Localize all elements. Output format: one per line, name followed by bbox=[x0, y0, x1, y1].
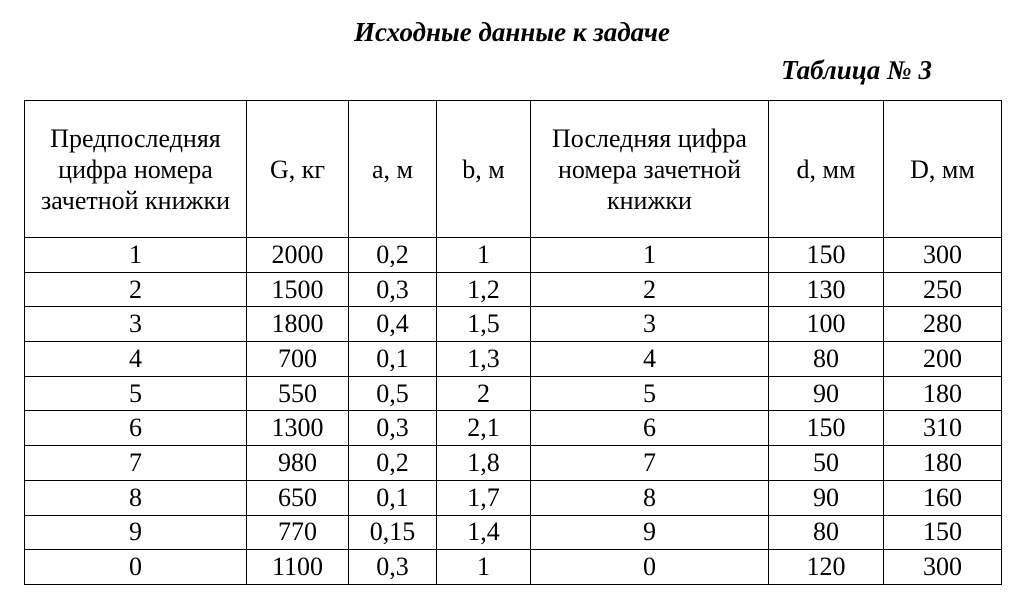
table-cell: 310 bbox=[884, 411, 1002, 446]
table-cell: 150 bbox=[769, 411, 884, 446]
table-cell: 130 bbox=[769, 272, 884, 307]
table-cell: 300 bbox=[884, 238, 1002, 273]
table-cell: 180 bbox=[884, 446, 1002, 481]
header-last-digit: Последняя цифра номера зачетной книжки bbox=[531, 101, 769, 238]
table-cell: 3 bbox=[25, 307, 247, 342]
table-cell: 980 bbox=[247, 446, 349, 481]
header-d-mm: d, мм bbox=[769, 101, 884, 238]
table-cell: 0 bbox=[531, 550, 769, 585]
table-cell: 280 bbox=[884, 307, 1002, 342]
table-cell: 2000 bbox=[247, 238, 349, 273]
table-cell: 90 bbox=[769, 376, 884, 411]
table-row bbox=[25, 342, 1002, 377]
table-cell: 8 bbox=[25, 480, 247, 515]
table-cell: 0,15 bbox=[349, 515, 437, 550]
table-cell: 150 bbox=[769, 238, 884, 273]
data-table bbox=[24, 100, 1002, 585]
header-D-mm: D, мм bbox=[884, 101, 1002, 238]
table-cell: 100 bbox=[769, 307, 884, 342]
table-cell: 1,8 bbox=[437, 446, 531, 481]
table-cell: 6 bbox=[25, 411, 247, 446]
table-cell: 1,5 bbox=[437, 307, 531, 342]
table-cell: 650 bbox=[247, 480, 349, 515]
table-cell: 0,4 bbox=[349, 307, 437, 342]
table-row bbox=[25, 480, 1002, 515]
table-cell: 150 bbox=[884, 515, 1002, 550]
table-cell: 0,1 bbox=[349, 342, 437, 377]
table-cell: 1500 bbox=[247, 272, 349, 307]
table-cell: 8 bbox=[531, 480, 769, 515]
table-cell: 0,3 bbox=[349, 550, 437, 585]
table-row bbox=[25, 376, 1002, 411]
table-cell: 7 bbox=[25, 446, 247, 481]
header-b-m: b, м bbox=[437, 101, 531, 238]
table-cell: 1 bbox=[437, 550, 531, 585]
table-cell: 1,2 bbox=[437, 272, 531, 307]
table-cell: 1,7 bbox=[437, 480, 531, 515]
document-title: Исходные данные к задаче bbox=[354, 17, 670, 47]
table-cell: 0,3 bbox=[349, 272, 437, 307]
table-cell: 770 bbox=[247, 515, 349, 550]
table-cell: 50 bbox=[769, 446, 884, 481]
header-g-kg: G, кг bbox=[247, 101, 349, 238]
table-cell: 9 bbox=[531, 515, 769, 550]
table-cell: 0 bbox=[25, 550, 247, 585]
table-cell: 1100 bbox=[247, 550, 349, 585]
table-cell: 2 bbox=[437, 376, 531, 411]
table-cell: 1,4 bbox=[437, 515, 531, 550]
table-cell: 1300 bbox=[247, 411, 349, 446]
table-cell: 0,5 bbox=[349, 376, 437, 411]
table-cell: 0,2 bbox=[349, 446, 437, 481]
table-cell: 160 bbox=[884, 480, 1002, 515]
table-cell: 0,2 bbox=[349, 238, 437, 273]
header-a-m: a, м bbox=[349, 101, 437, 238]
table-row bbox=[25, 446, 1002, 481]
table-cell: 5 bbox=[531, 376, 769, 411]
table-cell: 0,3 bbox=[349, 411, 437, 446]
table-cell: 9 bbox=[25, 515, 247, 550]
table-header-row bbox=[25, 101, 1002, 238]
table-cell: 2 bbox=[531, 272, 769, 307]
table-row bbox=[25, 411, 1002, 446]
table-cell: 1 bbox=[437, 238, 531, 273]
table-cell: 550 bbox=[247, 376, 349, 411]
table-cell: 80 bbox=[769, 342, 884, 377]
table-row bbox=[25, 272, 1002, 307]
table-cell: 6 bbox=[531, 411, 769, 446]
table-cell: 4 bbox=[531, 342, 769, 377]
table-cell: 300 bbox=[884, 550, 1002, 585]
table-cell: 0,1 bbox=[349, 480, 437, 515]
table-cell: 200 bbox=[884, 342, 1002, 377]
table-cell: 1800 bbox=[247, 307, 349, 342]
table-cell: 5 bbox=[25, 376, 247, 411]
table-cell: 120 bbox=[769, 550, 884, 585]
table-row bbox=[25, 307, 1002, 342]
table-caption: Таблица № 3 bbox=[781, 55, 932, 85]
table-cell: 4 bbox=[25, 342, 247, 377]
table-cell: 1,3 bbox=[437, 342, 531, 377]
table-cell: 1 bbox=[25, 238, 247, 273]
table-row bbox=[25, 238, 1002, 273]
table-row bbox=[25, 515, 1002, 550]
table-cell: 700 bbox=[247, 342, 349, 377]
table-cell: 2,1 bbox=[437, 411, 531, 446]
table-cell: 2 bbox=[25, 272, 247, 307]
table-cell: 7 bbox=[531, 446, 769, 481]
table-row bbox=[25, 550, 1002, 585]
table-cell: 3 bbox=[531, 307, 769, 342]
table-cell: 1 bbox=[531, 238, 769, 273]
table-cell: 80 bbox=[769, 515, 884, 550]
table-cell: 250 bbox=[884, 272, 1002, 307]
table-cell: 90 bbox=[769, 480, 884, 515]
header-second-to-last-digit: Предпоследняя цифра номера зачетной книжки bbox=[25, 101, 247, 238]
table-cell: 180 bbox=[884, 376, 1002, 411]
